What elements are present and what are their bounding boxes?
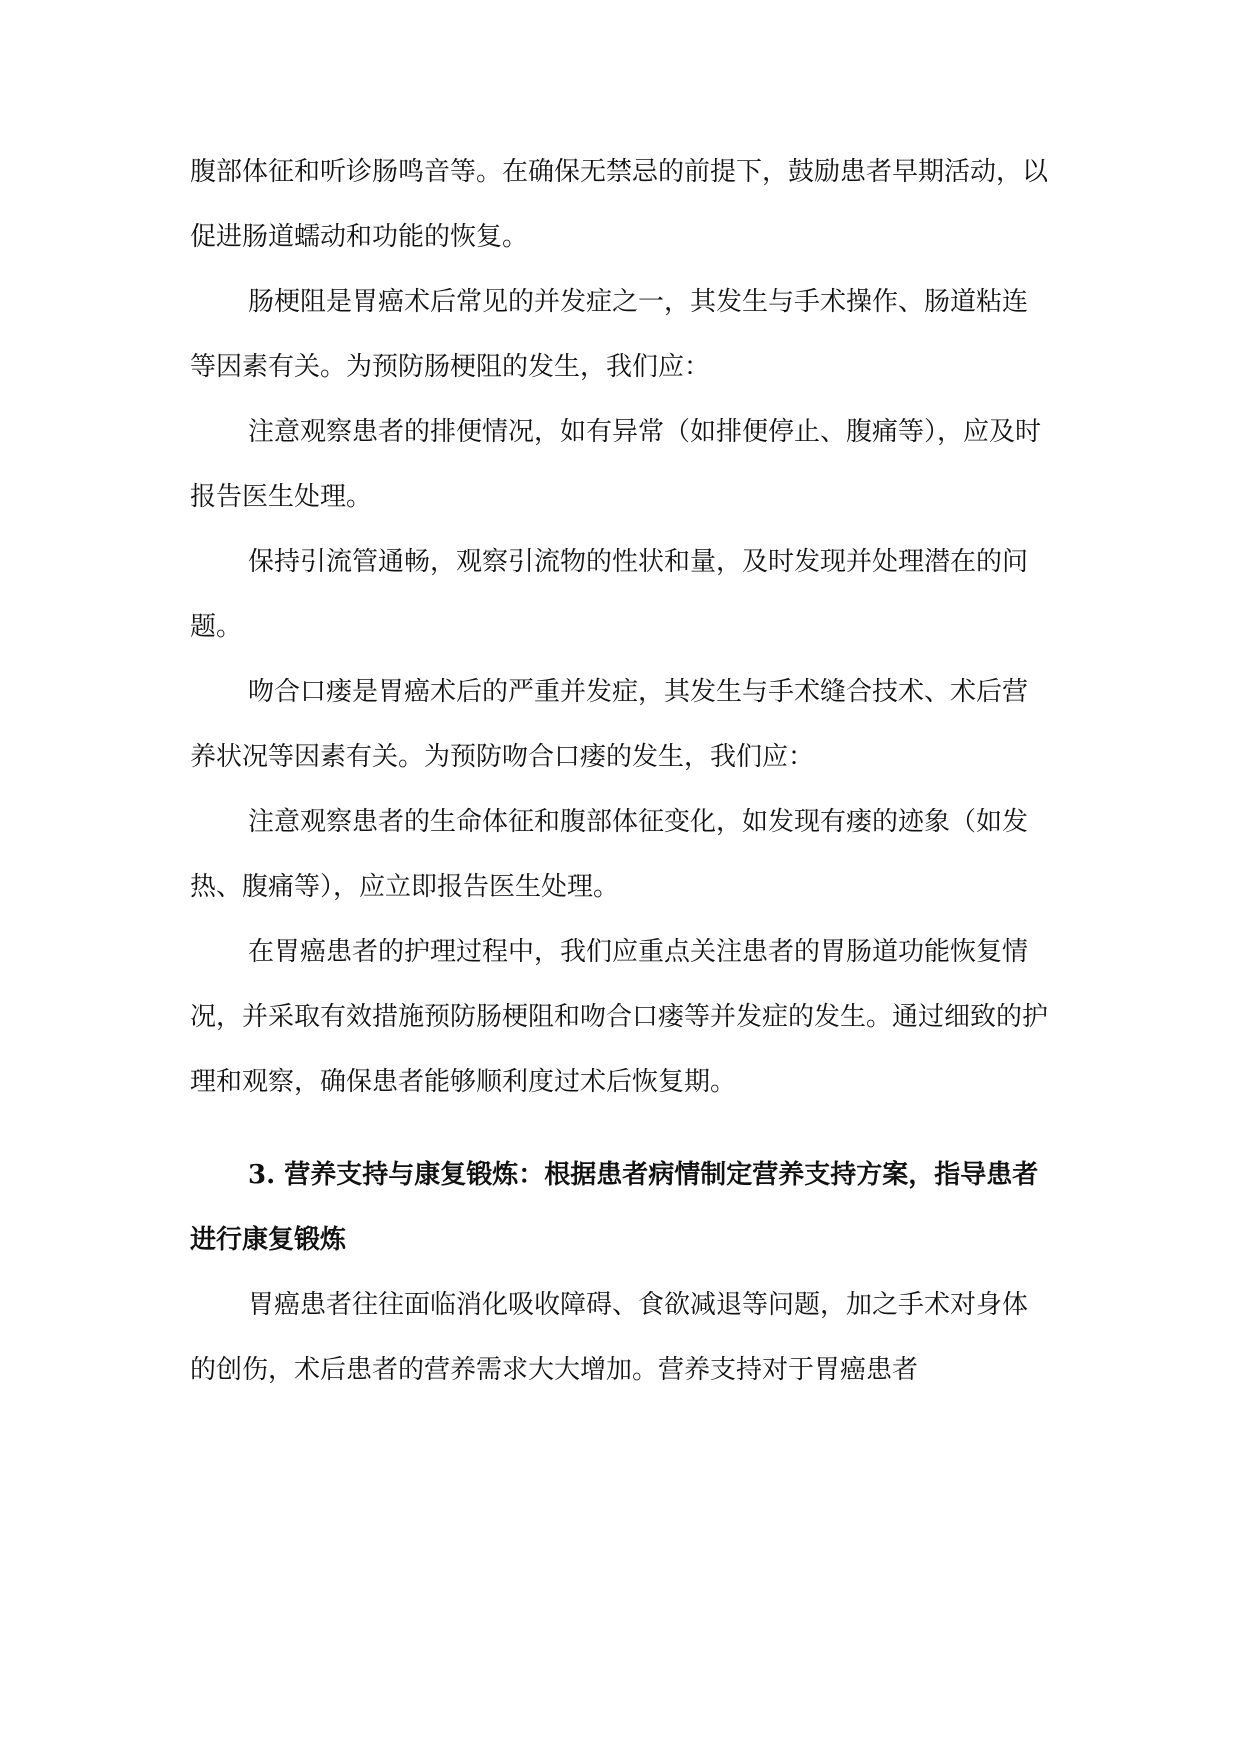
paragraph-vital-signs: 注意观察患者的生命体征和腹部体征变化，如发现有瘘的迹象（如发热、腹痛等），应立即报告医生处理。 (190, 807, 1029, 902)
paragraph-drainage: 保持引流管通畅，观察引流物的性状和量，及时发现并处理潜在的问题。 (190, 547, 1029, 642)
paragraph-bowel-observation: 注意观察患者的排便情况，如有异常（如排便停止、腹痛等），应及时报告医生处理。 (190, 417, 1042, 512)
document-body (190, 140, 1052, 1403)
section-heading: 3. 营养支持与康复锻炼：根据患者病情制定营养支持方案，指导患者进行康复锻炼 (190, 1160, 1039, 1255)
paragraph-fistula-intro: 吻合口瘘是胃癌术后的严重并发症，其发生与手术缝合技术、术后营养状况等因素有关。为预防吻合口瘘的发生，我们应： (190, 677, 1029, 772)
paragraph-nutrition: 胃癌患者往往面临消化吸收障碍、食欲减退等问题，加之手术对身体的创伤，术后患者的营养需求大大增加。营养支持对于胃癌患者 (190, 1290, 1029, 1385)
paragraph-summary: 在胃癌患者的护理过程中，我们应重点关注患者的胃肠道功能恢复情况，并采取有效措施预防肠梗阻和吻合口瘘等并发症的发生。通过细致的护理和观察，确保患者能够顺利度过术后恢复期。 (190, 937, 1049, 1097)
paragraph-ileus-intro: 肠梗阻是胃癌术后常见的并发症之一，其发生与手术操作、肠道粘连等因素有关。为预防肠梗阻的发生，我们应： (190, 287, 1029, 382)
paragraph-continuation: 腹部体征和听诊肠鸣音等。在确保无禁忌的前提下，鼓励患者早期活动，以促进肠道蠕动和功能的恢复。 (190, 157, 1049, 252)
